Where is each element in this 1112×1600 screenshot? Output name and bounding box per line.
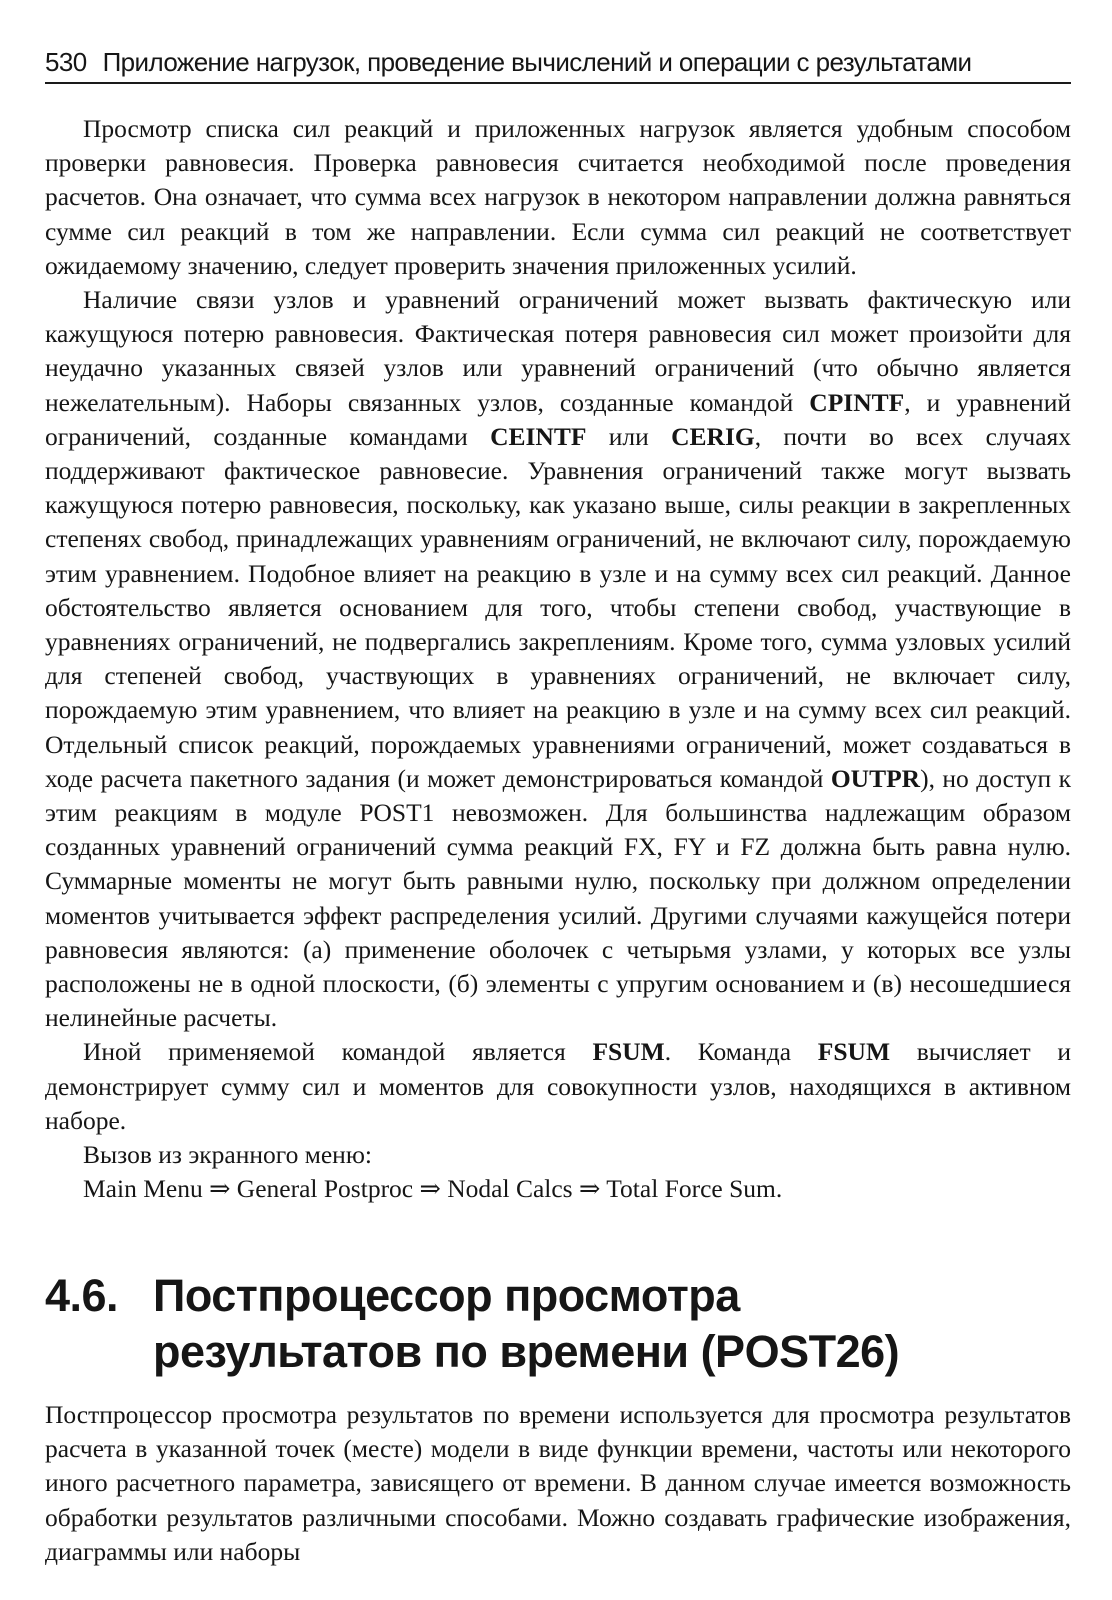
section-title-line1: Постпроцессор просмотра: [153, 1270, 740, 1321]
section-body: [45, 1398, 1071, 1569]
command-outpr: OUTPR: [830, 763, 921, 793]
paragraph-text: вычисляет и демонстрирует сумму сил и моментов для совокупности узлов, находящихся в активном наборе.: [45, 1037, 1071, 1135]
paragraph-text: Иной применяемой командой является: [83, 1037, 593, 1067]
running-title: Приложение нагрузок, проведение вычислений и операции с результатами: [102, 47, 972, 77]
paragraph-text: , почти во всех случаях поддерживают фактическое равновесие. Уравнения ограничений также могут вызвать кажущуюся потерю равновесия, поскольку, как указано выше, силы реакции в закрепленных степенях свобод, принадлежащих уравнениям ограничений, не включают силу, порождаемую этим уравнением. Подобное влияет на реакцию в узле и на сумму всех сил реакций. Данное обстоятельство является основанием для того, чтобы степени свобод, участвующие в уравнениях ограничений, не подвергались закреплениям. Кроме того, сумма узловых усилий для степеней свобод, участвующих в уравнениях ограничений, не включает силу, порождаемую этим уравнением, что влияет на реакцию в узле и на сумму всех сил реакций. Отдельный список реакций, порождаемых уравнениями ограничений, может создаваться в ходе расчета пакетного задания (и может демонстрироваться командой: [45, 421, 1072, 793]
section-heading-line1: [45, 1268, 1071, 1324]
paragraph-text: . Команда: [664, 1037, 818, 1067]
page-number: 530: [45, 47, 87, 77]
command-cerig: CERIG: [671, 421, 755, 451]
paragraph-post26-intro: Постпроцессор просмотра результатов по времени используется для просмотра результатов расчета в указанной точек (месте) модели в виде функции времени, частоты или некоторого иного расчетного параметра, зависящего от времени. В данном случае имеется возможность обработки результатов различными способами. Можно создавать графические изображения, диаграммы или наборы: [45, 1400, 1071, 1566]
command-ceintf: CEINTF: [490, 421, 587, 451]
section-heading: [45, 1268, 1071, 1380]
running-header: [45, 42, 1071, 84]
paragraph-text: Наличие связи узлов и уравнений ограничений может вызвать фактическую или кажущуюся потерю равновесия. Фактическая потеря равновесия сил может произойти для неудачно указанных связей узлов или уравнений ограничений (что обычно является нежелательным). Наборы связанных узлов, созданные командой: [45, 285, 1071, 417]
command-fsum: FSUM: [817, 1037, 891, 1067]
paragraph-coupling-constraints: [45, 283, 1071, 1035]
paragraph-fsum: [45, 1035, 1071, 1138]
menu-intro: Вызов из экранного меню:: [83, 1140, 372, 1170]
command-fsum: FSUM: [592, 1037, 665, 1067]
section-title-line2: результатов по времени (POST26): [153, 1326, 900, 1377]
command-cpintf: CPINTF: [809, 387, 905, 417]
paragraph-text: или: [586, 421, 672, 451]
body-text: [45, 112, 1071, 1207]
paragraph-text: ), но доступ к этим реакциям в модуле POST1 невозможен. Для большинства надлежащим образом созданных уравнений ограничений сумма реакций FX, FY и FZ должна быть равна нулю. Суммарные моменты не могут быть равными нулю, поскольку при должном определении моментов учитывается эффект распределения усилий. Другими случаями кажущейся потери равновесия являются: (а) применение оболочек с четырьмя узлами, у которых все узлы расположены не в одной плоскости, (б) элементы с упругим основанием и (в) несошедшиеся нелинейные расчеты.: [45, 763, 1071, 1033]
paragraph-equilibrium-check: Просмотр списка сил реакций и приложенных нагрузок является удобным способом проверки равновесия. Проверка равновесия считается необходимой после проведения расчетов. Она означает, что сумма всех нагрузок в некотором направлении должна равняться сумме сил реакций в том же направлении. Если сумма сил реакций не соответствует ожидаемому значению, следует проверить значения приложенных усилий.: [45, 114, 1071, 280]
paragraph-text: , и уравнений ограничений, созданные командами: [45, 387, 1071, 451]
section-number: 4.6.: [45, 1270, 119, 1321]
menu-path: Main Menu ⇒ General Postproc ⇒ Nodal Calcs ⇒ Total Force Sum.: [83, 1174, 783, 1204]
